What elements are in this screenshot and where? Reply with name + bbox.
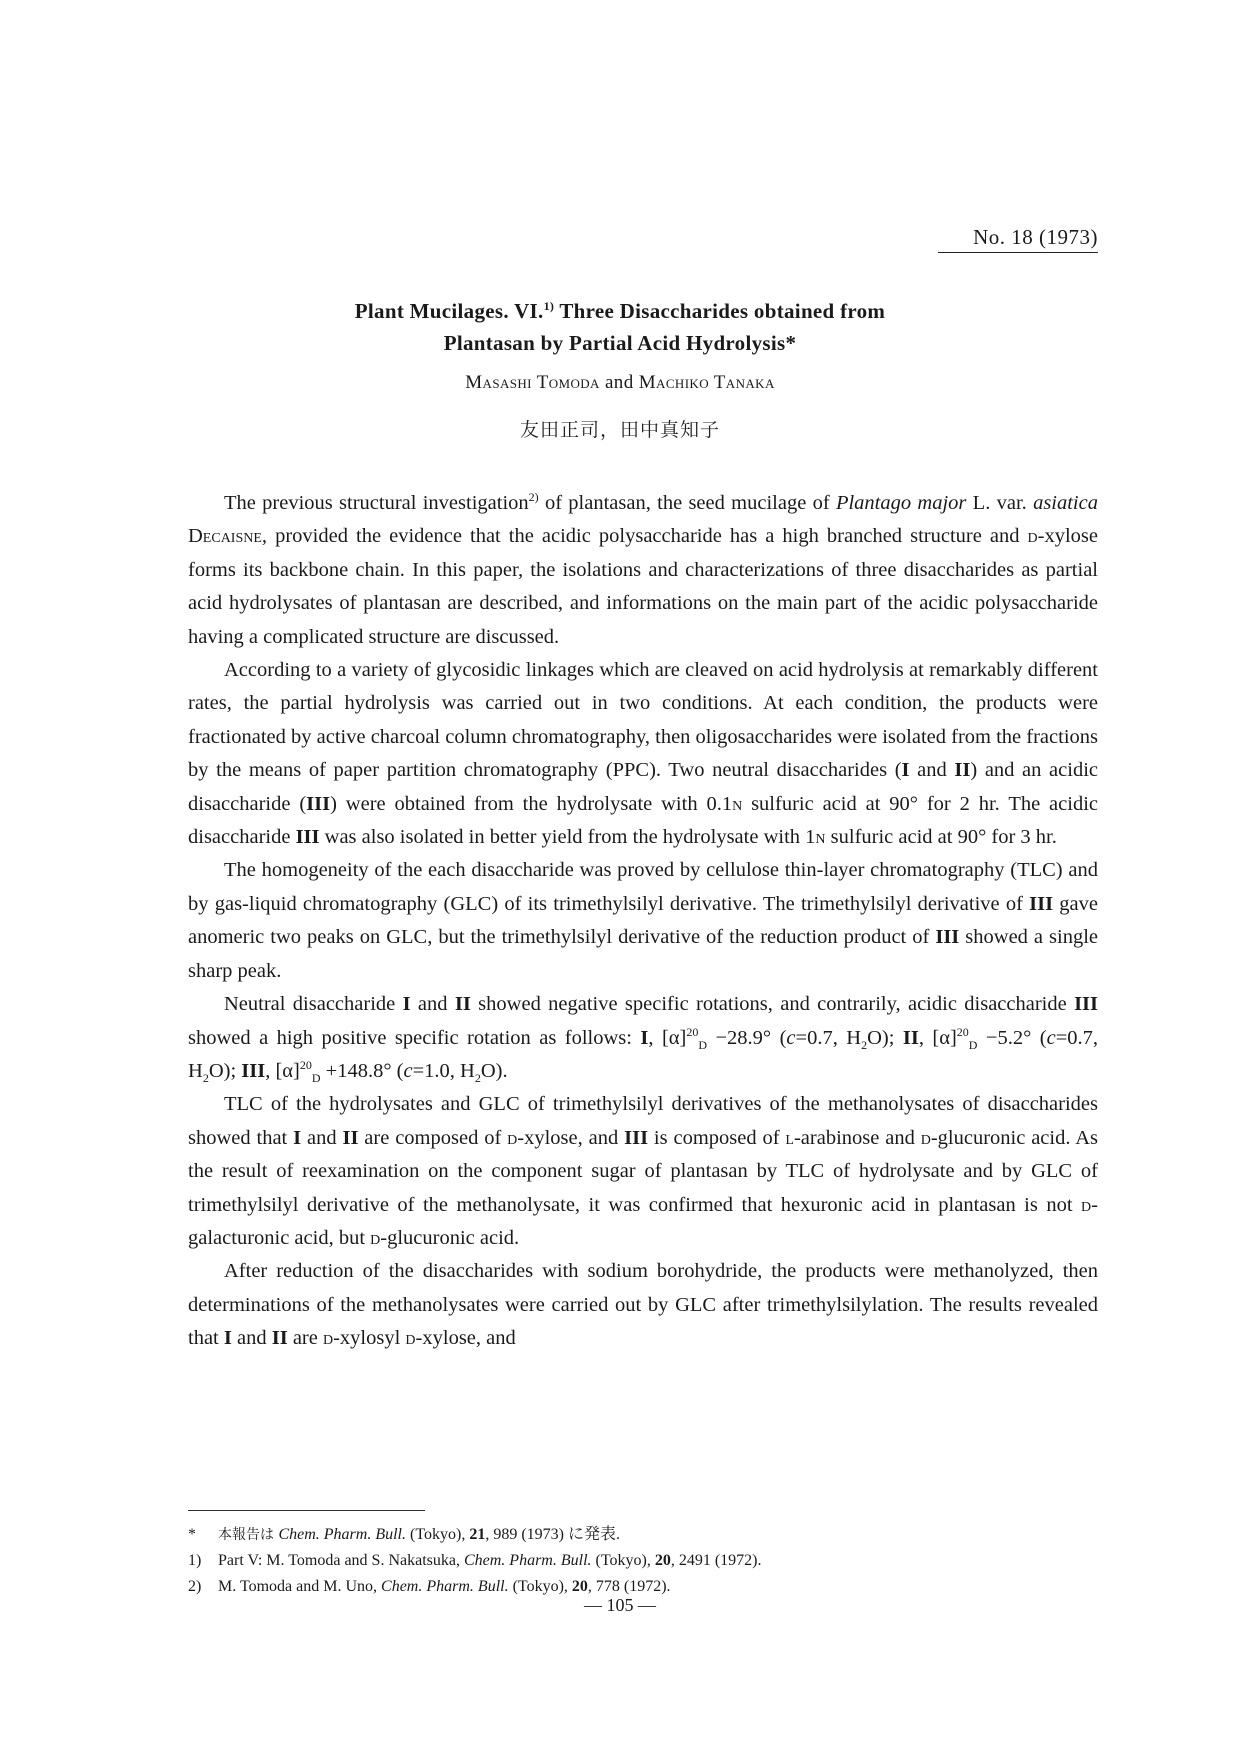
paragraph: According to a variety of glycosidic linkages which are cleaved on acid hydrolysis at remarkably different rates, the partial hydrolysis was carried out in two conditions. At each condition, the products were fractionated by active charcoal column chromatography, then oligosaccharides were isolated from the fractions by the means of paper partition chromatography (PPC). Two neutral disaccharides (I and II) and an acidic disaccharide (III) were obtained from the hydrolysate with 0.1n sulfuric acid at 90° for 2 hr. The acidic disaccharide III was also isolated in better yield from the hydrolysate with 1n sulfuric acid at 90° for 3 hr. [188, 659, 1098, 849]
author-name: Machiko Tanaka [638, 372, 775, 393]
author-conjunction: and [599, 372, 639, 393]
title-block [0, 290, 1240, 442]
footnotes [188, 1522, 1098, 1600]
footnote-divider [188, 1510, 425, 1511]
footnote-marker: 1) [188, 1552, 202, 1569]
footnote-marker: * [188, 1526, 196, 1543]
footnote: * 本報告は Chem. Pharm. Bull. (Tokyo), 21, 989 (1973) に発表. [188, 1522, 1098, 1548]
authors [0, 369, 1240, 397]
taxon-authority: Decaisne [188, 525, 262, 548]
footnote: 1) Part V: M. Tomoda and S. Nakatsuka, Chem. Pharm. Bull. (Tokyo), 20, 2491 (1972). [188, 1548, 1098, 1574]
author-name: Masashi Tomoda [465, 372, 600, 393]
title-text: Plant Mucilages. VI. [354, 299, 544, 323]
variety-name: asiatica [1033, 492, 1098, 514]
title-text: Three Disaccharides obtained from [554, 299, 886, 323]
paper-title-line-1 [0, 290, 1240, 327]
species-name: Plantago major [835, 492, 967, 514]
footnote-marker: 2) [188, 1578, 202, 1595]
journal-issue-header: No. 18 (1973) [938, 225, 1098, 253]
paragraph: The homogeneity of the each disaccharide was proved by cellulose thin-layer chromatography (TLC) and by gas-liquid chromatography (GLC) of its trimethylsilyl derivative. The trimethylsilyl derivative of III gave anomeric two peaks on GLC, but the trimethylsilyl derivative of the reduction product of III showed a single sharp peak. [188, 859, 1099, 982]
paragraph: After reduction of the disaccharides with sodium borohydride, the products were methanolyzed, then determinations of the methanolysates were carried out by GLC after trimethylsilylation. The results revealed that I and II are d-xylosyl d-xylose, and [188, 1260, 1098, 1350]
page-number: — 105 — [584, 1595, 656, 1615]
paper-title-line-2: Plantasan by Partial Acid Hydrolysis* [443, 331, 797, 355]
title-reference: 1) [543, 299, 555, 313]
paragraph: Neutral disaccharide I and II showed negative specific rotations, and contrarily, acidic disaccharide III showed a high positive specific rotation as follows: I, $[\alpha]^{20}_D -28.9^\circ$ (c=0.7, $H_2O$); II, $[\alpha]^{20}_D -5.2^\circ$ (c=0.7, $H_2O$); III, $[\alpha]^{20}_D +148.8^\circ$ (c=1.0, $H_2O$). [188, 993, 1098, 1085]
paragraph: TLC of the hydrolysates and GLC of trimethylsilyl derivatives of the methanolysates of disaccharides showed that I and II are composed of d-xylose, and III is composed of l-arabinose and d-glucuronic acid. As the result of reexamination on the component sugar of plantasan by TLC of hydrolysate and by GLC of trimethylsilyl derivative of the methanolysate, it was confirmed that hexuronic acid in plantasan is not d-galacturonic acid, but d-glucuronic acid. [188, 1093, 1098, 1249]
authors-japanese: 友田正司，田中真知子 [519, 419, 720, 441]
reference-marker: 2) [528, 490, 539, 505]
footnote: 2) M. Tomoda and M. Uno, Chem. Pharm. Bull. (Tokyo), 20, 778 (1972). [188, 1574, 1098, 1600]
paragraph: The previous structural investigation$^{2)}$ of plantasan, the seed mucilage of Plantago major L. var. asiatica Decaisne, provided the evidence that the acidic polysaccharide has a high branched structure and d-xylose forms its backbone chain. In this paper, the isolations and characterizations of three disaccharides as partial acid hydrolysates of plantasan are described, and informations on the main part of the acidic polysaccharide having a complicated structure are discussed. [188, 490, 1098, 648]
article-body [188, 487, 1098, 1356]
